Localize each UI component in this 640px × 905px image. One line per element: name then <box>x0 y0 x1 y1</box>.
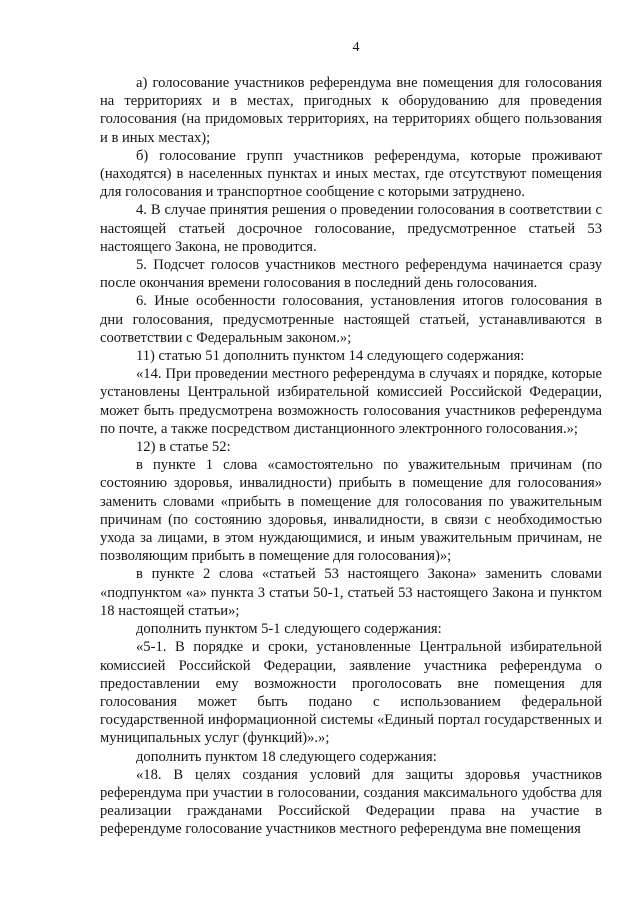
paragraph-item-18: «18. В целях создания условий для защиты здоровья участников референдума при участии в голосовании, создания максимального удобства для реализации гражданами Российской Федерации права на участие в референдуме голосование участников местного референдума вне помещения <box>100 766 602 838</box>
paragraph-a-outside-voting: а) голосование участников референдума вне помещения для голосования на территориях и в местах, пригодных к оборудованию для проведения голосования (на придомовых территориях, на территориях общего пользования и в иных местах); <box>100 75 602 146</box>
paragraph-clause-1-change: в пункте 1 слова «самостоятельно по уважительным причинам (по состоянию здоровья, инвалидности) прибыть в помещение для голосования» заменить словами «прибыть в помещение для голосования по уважительным причинам (по состоянию здоровья, инвалидности, в связи с необходимостью ухода за лицами, в этом нуждающимися, и иным уважительным причинам, не позволяющим прибыть в помещение для голосования)»; <box>100 457 602 565</box>
paragraph-add-5-1: дополнить пунктом 5-1 следующего содержания: <box>136 621 442 638</box>
page-number: 4 <box>352 40 360 55</box>
paragraph-clause-2-change: в пункте 2 слова «статьей 53 настоящего Закона» заменить словами «подпунктом «а» пункта 3 статьи 50-1, статьей 53 настоящего Закона и пунктом 18 настоящей статьи»; <box>100 566 602 619</box>
paragraph-item-5: 5. Подсчет голосов участников местного референдума начинается сразу после окончания времени голосования в последний день голосования. <box>100 257 602 292</box>
paragraph-b-group-voting: б) голосование групп участников референдума, которые проживают (находятся) в населенных пунктах и иных местах, где отсутствуют помещения для голосования и транспортное сообщение с которыми затруднено. <box>100 147 602 201</box>
paragraph-item-6: 6. Иные особенности голосования, установления итогов голосования в дни голосования, предусмотренные настоящей статьей, устанавливаются в соответствии с Федеральным законом.»; <box>100 293 602 346</box>
paragraph-item-14: «14. При проведении местного референдума в случаях и порядке, которые установлены Центральной избирательной комиссией Российской Федерации, может быть предусмотрена возможность голосования участников референдума по почте, а также посредством дистанционного электронного голосования.»; <box>100 366 602 437</box>
paragraph-amendment-11: 11) статью 51 дополнить пунктом 14 следующего содержания: <box>136 348 525 365</box>
paragraph-amendment-12: 12) в статье 52: <box>136 439 231 456</box>
paragraph-item-4: 4. В случае принятия решения о проведении голосования в соответствии с настоящей статьей досрочное голосование, предусмотренное статьей 53 настоящего Закона, не проводится. <box>100 202 602 255</box>
paragraph-add-18: дополнить пунктом 18 следующего содержания: <box>136 748 437 765</box>
paragraph-item-5-1: «5-1. В порядке и сроки, установленные Центральной избирательной комиссией Российской Федерации, заявление участника референдума о предоставлении ему возможности проголосовать вне помещения для голосования может быть подано с использованием федеральной государственной информационной системы «Единый портал государственных и муниципальных услуг (функций)».»; <box>100 639 602 747</box>
